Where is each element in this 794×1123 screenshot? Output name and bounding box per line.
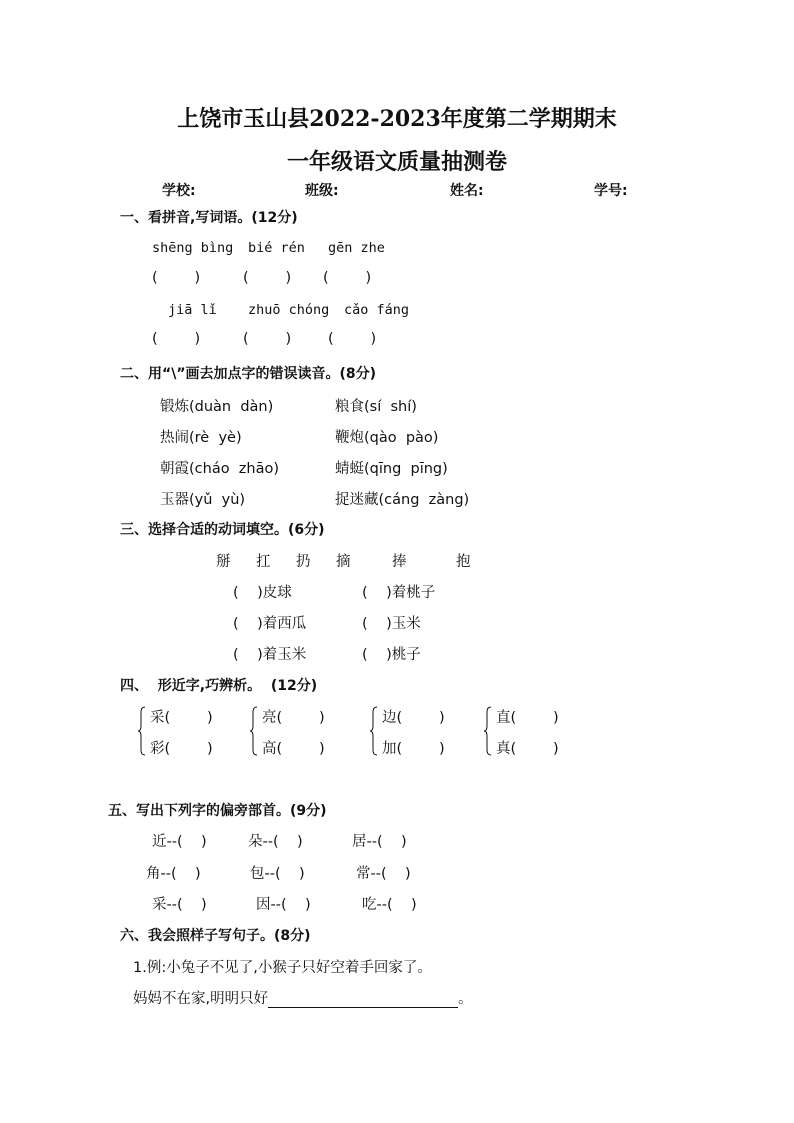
pinyin-item: jiā lǐ — [168, 302, 217, 318]
pinyin-item: zhuō chóng — [248, 302, 330, 318]
similar-char-item[interactable]: 加( ) — [382, 741, 445, 757]
pinyin-item: bié rén — [248, 240, 305, 256]
radical-item[interactable]: 角--( ) — [146, 866, 201, 882]
similar-char-item[interactable]: 直( ) — [496, 710, 559, 726]
answer-blank[interactable]: ( ) — [243, 270, 292, 286]
exam-title-line-1: 上饶市玉山县2022-2023年度第二学期期末 — [177, 106, 617, 132]
answer-blank[interactable]: ( ) — [328, 331, 377, 347]
radical-item[interactable]: 常--( ) — [356, 866, 411, 882]
radical-item[interactable]: 吃--( ) — [362, 897, 417, 913]
similar-char-item[interactable]: 真( ) — [496, 741, 559, 757]
pinyin-item: cǎo fáng — [344, 302, 410, 318]
pronunciation-item[interactable]: 捉迷藏(cáng zàng) — [335, 492, 470, 508]
similar-char-item[interactable]: 彩( ) — [150, 741, 213, 757]
sentence-answer-line[interactable] — [268, 993, 458, 1008]
section-6-heading: 六、我会照样子写句子。(8分) — [120, 928, 311, 944]
similar-char-item[interactable]: 边( ) — [382, 710, 445, 726]
name-label: 姓名: — [450, 183, 484, 199]
verb-option: 捧 — [392, 554, 407, 570]
fill-verb-item[interactable]: ( )桃子 — [362, 647, 421, 663]
pronunciation-item[interactable]: 玉器(yǔ yù) — [160, 492, 246, 508]
section-3-heading: 三、选择合适的动词填空。(6分) — [120, 522, 325, 538]
answer-blank[interactable]: ( ) — [152, 270, 201, 286]
sentence-end: 。 — [458, 991, 473, 1007]
fill-verb-item[interactable]: ( )皮球 — [233, 585, 292, 601]
school-label: 学校: — [162, 183, 196, 199]
brace-icon — [138, 706, 146, 756]
verb-option: 扛 — [256, 554, 271, 570]
section-4-heading: 四、 形近字,巧辨析。 (12分) — [120, 678, 318, 694]
sentence-prompt-text: 妈妈不在家,明明只好 — [133, 991, 269, 1007]
brace-icon — [370, 706, 378, 756]
verb-option: 摘 — [336, 554, 351, 570]
brace-icon — [484, 706, 492, 756]
answer-blank[interactable]: ( ) — [323, 270, 372, 286]
class-label: 班级: — [305, 183, 339, 199]
pinyin-item: gēn zhe — [328, 240, 385, 256]
similar-char-item[interactable]: 高( ) — [262, 741, 325, 757]
sentence-prompt — [133, 987, 473, 1008]
pronunciation-item[interactable]: 朝霞(cháo zhāo) — [160, 461, 280, 477]
verb-option: 抱 — [456, 554, 471, 570]
pronunciation-item[interactable]: 粮食(sí shí) — [335, 399, 417, 415]
section-1-heading: 一、看拼音,写词语。(12分) — [120, 210, 298, 226]
exam-title-line-2: 一年级语文质量抽测卷 — [286, 149, 507, 175]
brace-icon — [250, 706, 258, 756]
pinyin-item: shēng bìng — [152, 240, 234, 256]
radical-item[interactable]: 朵--( ) — [248, 834, 303, 850]
fill-verb-item[interactable]: ( )玉米 — [362, 616, 421, 632]
fill-verb-item[interactable]: ( )着桃子 — [362, 585, 436, 601]
fill-verb-item[interactable]: ( )着西瓜 — [233, 616, 307, 632]
verb-option: 掰 — [216, 554, 231, 570]
radical-item[interactable]: 居--( ) — [352, 834, 407, 850]
answer-blank[interactable]: ( ) — [152, 331, 201, 347]
fill-verb-item[interactable]: ( )着玉米 — [233, 647, 307, 663]
example-sentence: 1.例:小兔子不见了,小猴子只好空着手回家了。 — [133, 960, 432, 976]
pronunciation-item[interactable]: 热闹(rè yè) — [160, 430, 242, 446]
radical-item[interactable]: 近--( ) — [152, 834, 207, 850]
verb-option: 扔 — [296, 554, 311, 570]
answer-blank[interactable]: ( ) — [243, 331, 292, 347]
similar-char-item[interactable]: 亮( ) — [262, 710, 325, 726]
radical-item[interactable]: 包--( ) — [250, 866, 305, 882]
pronunciation-item[interactable]: 锻炼(duàn dàn) — [160, 399, 274, 415]
pronunciation-item[interactable]: 鞭炮(qào pào) — [335, 430, 439, 446]
student-number-label: 学号: — [594, 183, 628, 199]
section-2-heading: 二、用“\”画去加点字的错误读音。(8分) — [120, 366, 377, 382]
pronunciation-item[interactable]: 蜻蜓(qīng pīng) — [335, 461, 448, 477]
radical-item[interactable]: 因--( ) — [256, 897, 311, 913]
section-5-heading: 五、写出下列字的偏旁部首。(9分) — [108, 803, 327, 819]
similar-char-item[interactable]: 采( ) — [150, 710, 213, 726]
radical-item[interactable]: 采--( ) — [152, 897, 207, 913]
